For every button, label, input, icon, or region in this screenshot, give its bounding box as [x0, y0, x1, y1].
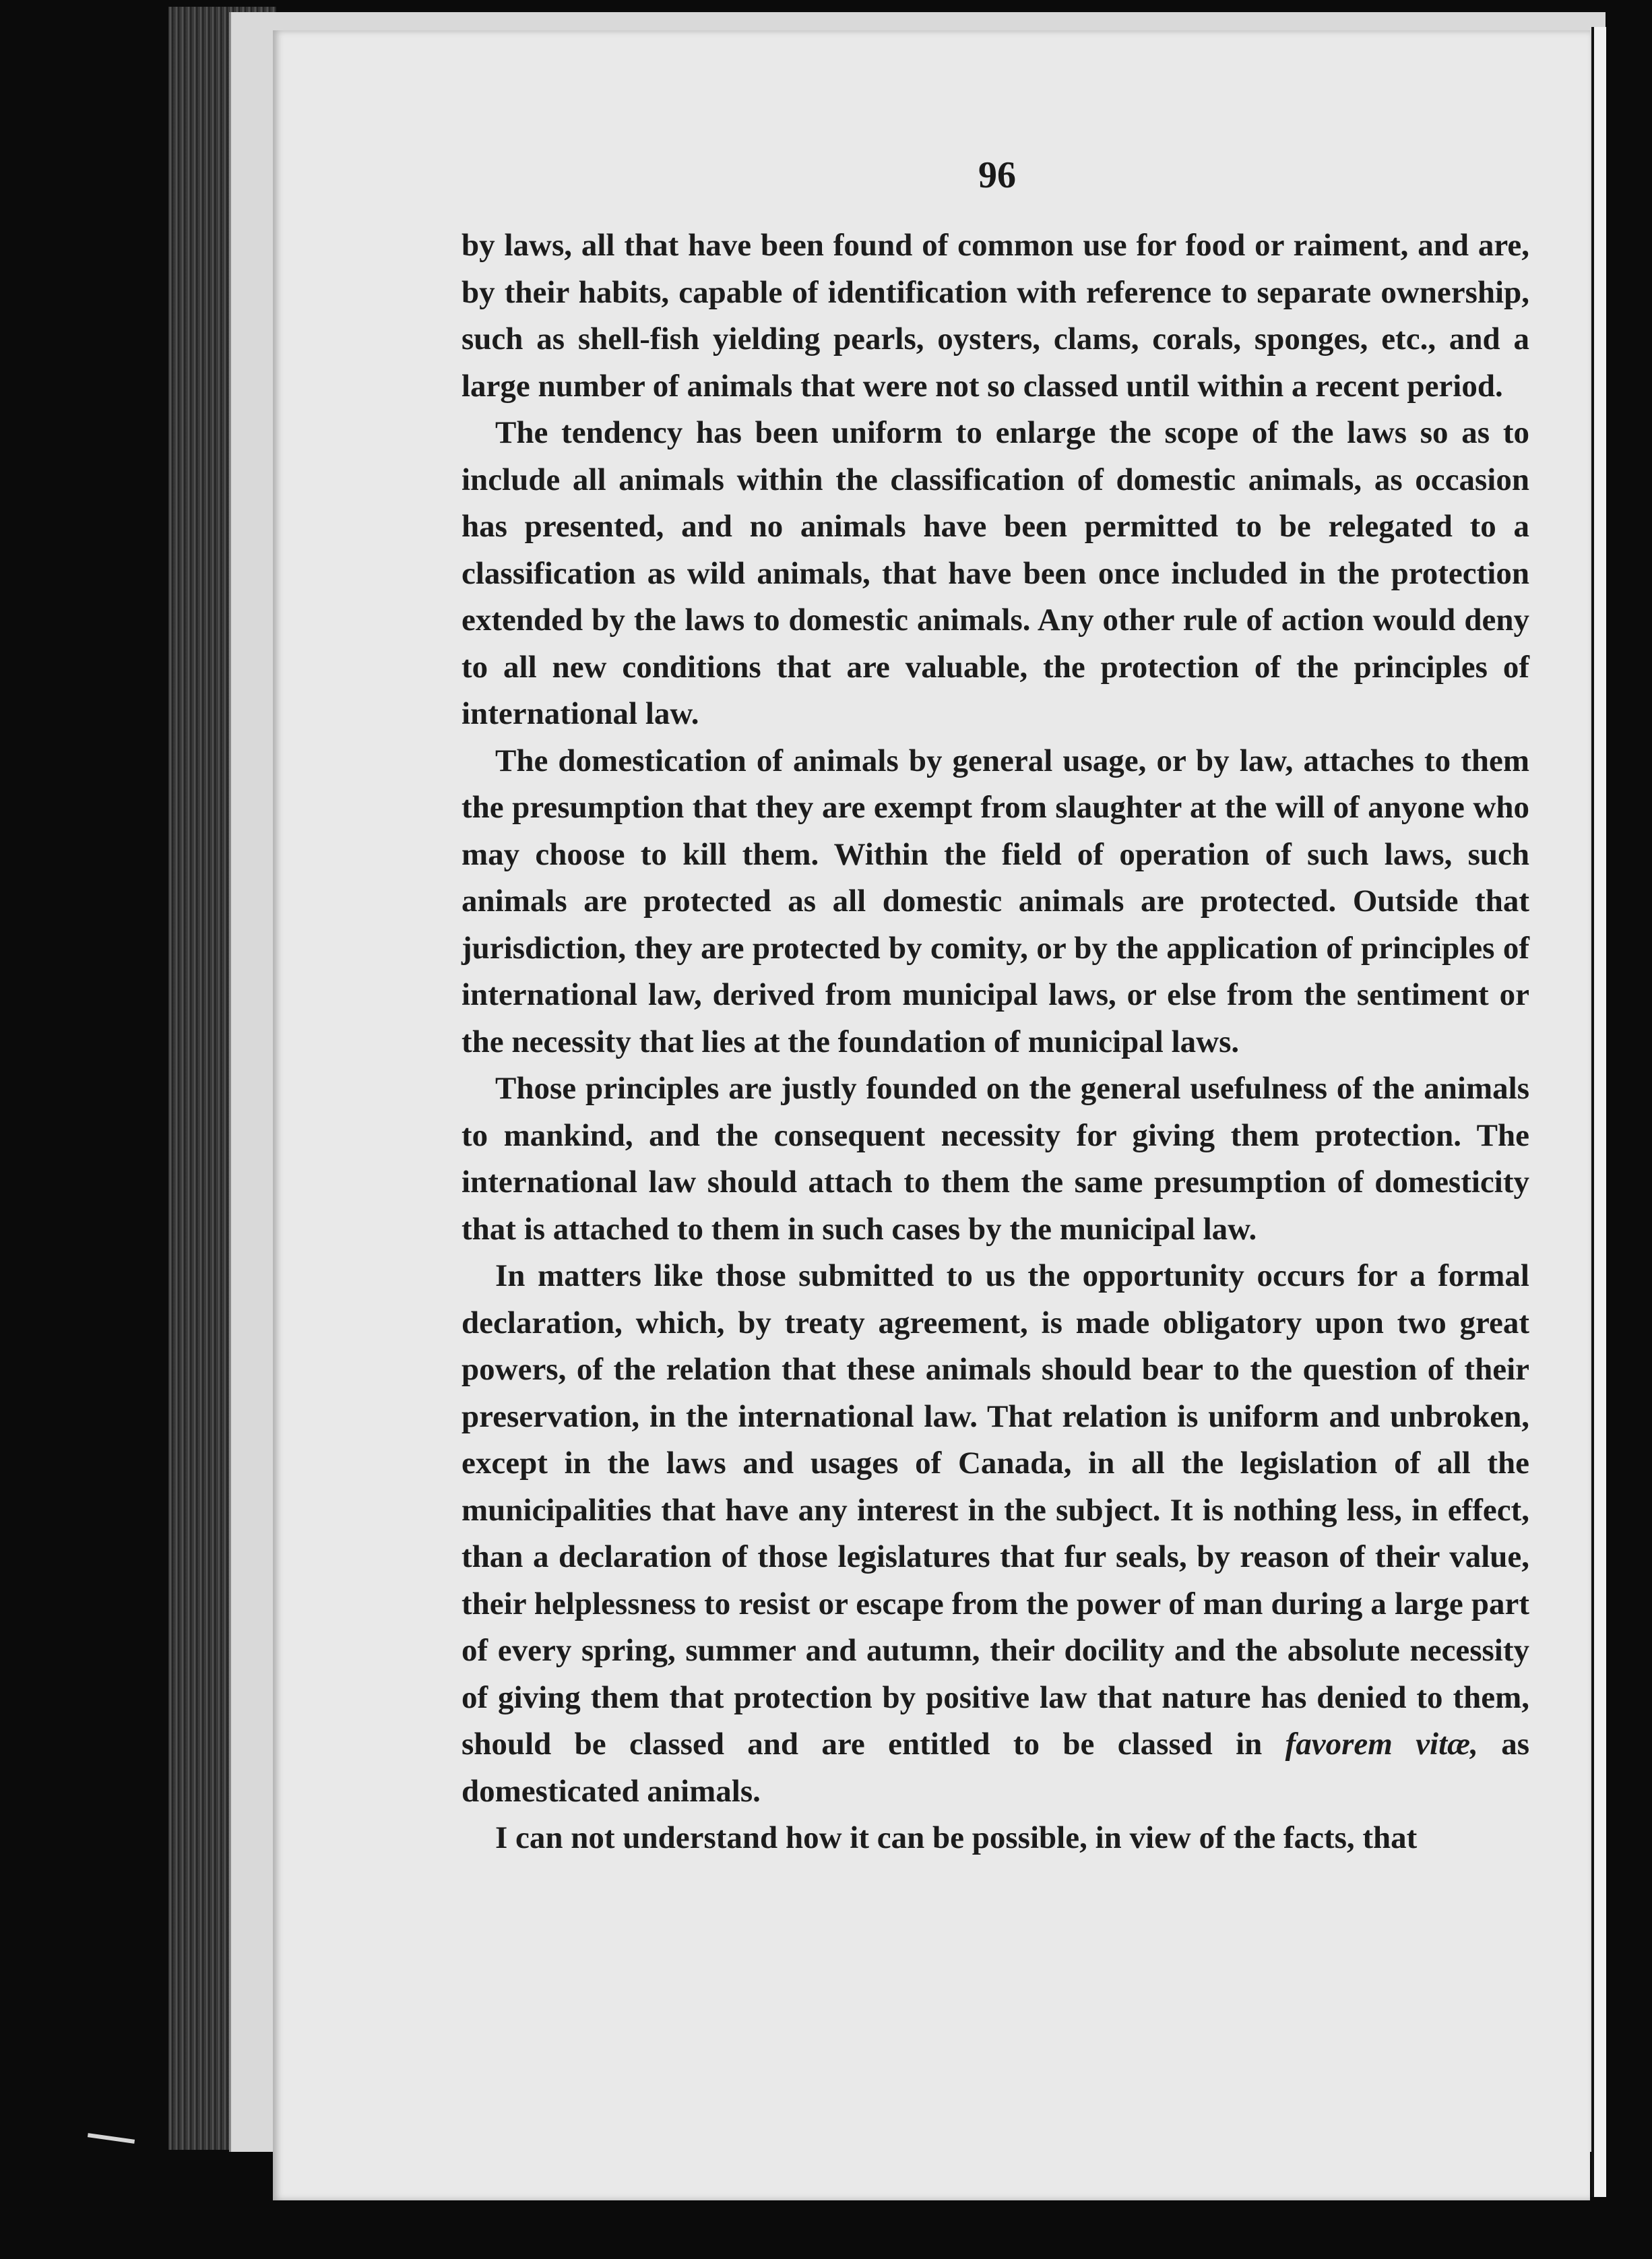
paragraph-2: The tendency has been uniform to enlarge the scope of the laws so as to include all animals within the classification of domestic animals, as occasion has presented, and no animals have been permitted to be relegated to a classification as wild animals, that have been once included in the protection extended by the laws to domestic animals. Any other rule of action would deny to all new conditions that are valuable, the protection of the principles of international law.	[462, 415, 1529, 731]
paragraph-6: I can not understand how it can be possible, in view of the facts, that	[495, 1820, 1418, 1855]
paragraph-3: The domestication of animals by general usage, or by law, attaches to them the presumption that they are exempt from slaughter at the will of anyone who may choose to kill them. Within the field of operation of such laws, such animals are protected as all domestic animals are protected. Outside that jurisdiction, they are protected by comity, or by the application of principles of international law, derived from municipal laws, or else from the sentiment or the necessity that lies at the foundation of municipal laws.	[462, 743, 1529, 1059]
paragraph-5-part-2: as domesticated animals.	[462, 1727, 1529, 1809]
scan-artifact	[88, 2133, 135, 2144]
latin-phrase: favorem vitæ,	[1285, 1727, 1478, 1762]
paragraph-5-part-1: In matters like those submitted to us the opportunity occurs for a formal declaration, which, by treaty agreement, is made obligatory upon two great powers, of the relation that these animals should bear to the question of their preservation, in the international law. That relation is uniform and unbroken, except in the laws and usages of Canada, in all the legislation of all the municipalities that have any interest in the subject. It is nothing less, in effect, than a declaration of those legislatures that fur seals, by reason of their value, their helplessness to resist or escape from the power of man during a large part of every spring, summer and autumn, their docility and the absolute necessity of giving them that protection by positive law that nature has denied to them, should be classed and are entitled to be classed in	[462, 1258, 1529, 1762]
body-text	[462, 222, 1529, 1862]
paragraph-5	[462, 1253, 1529, 1815]
page-right-edge	[1591, 27, 1606, 2197]
paragraph-1: by laws, all that have been found of common use for food or raiment, and are, by their habits, capable of identification with reference to separate ownership, such as shell-fish yielding pearls, oysters, clams, corals, sponges, etc., and a large number of animals that were not so classed until within a recent period.	[462, 228, 1529, 404]
page-number: 96	[978, 154, 1016, 196]
paragraph-4: Those principles are justly founded on the general usefulness of the animals to mankind, and the consequent necessity for giving them protection. The international law should attach to them the same presumption of domesticity that is attached to them in such cases by the municipal law.	[462, 1071, 1529, 1247]
